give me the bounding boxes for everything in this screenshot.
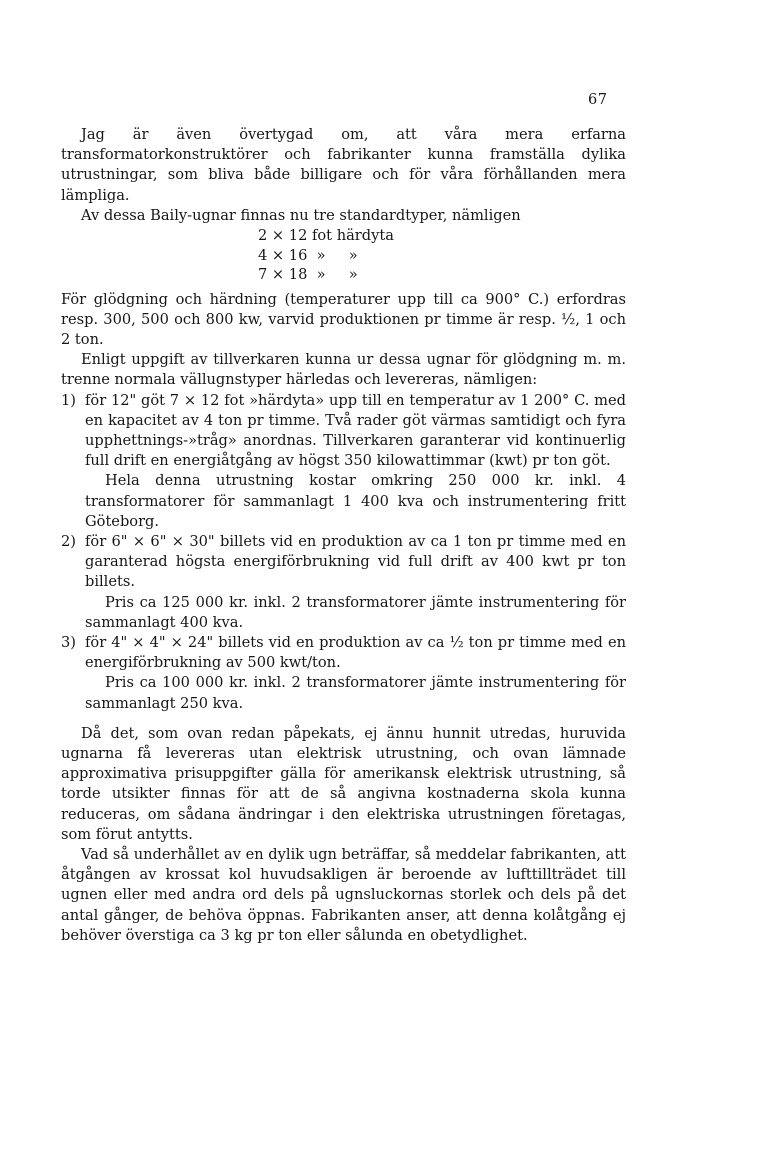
dimension-line: 4 × 16 » » [258,246,358,264]
paragraph-standard-types: Av dessa Baily-ugnar finnas nu tre standardtyper, nämligen [81,206,521,224]
list-item [61,532,626,633]
list-item-number: 1) [61,391,76,409]
paragraph-cost-reduction: Då det, som ovan redan påpekats, ej ännu hunnit utredas, huruvida ugnarna få levereras utan elektrisk utrustning, och ovan lämnade approximativa prisuppgifter gälla för amerikansk elektrisk utrustning, så torde utsikter finnas för att de så angivna kostnaderna skola kunna reduceras, om sådana ändringar i den elektriska utrustningen företagas, som förut antytts. [61,724,626,843]
paragraph-intro: Jag är även övertygad om, att våra mera erfarna transformatorkonstruktörer och fabrikanter kunna framställa dylika utrustningar, som bliva både billigare och för våra förhållanden mera lämpliga. [61,126,626,204]
dimension-line: 2 × 12 fot härdyta [258,227,394,245]
paragraph-annealing: För glödgning och härdning (temperaturer upp till ca 900° C.) erfordras resp. 300, 500 och 800 kw, varvid produktionen pr timme är resp. ½, 1 och 2 ton. [61,290,626,348]
list-item-price: Pris ca 125 000 kr. inkl. 2 transformatorer jämte instrumentering för sammanlagt 400 kva. [85,593,626,631]
list-item-number: 2) [61,532,76,550]
list-item-price: Pris ca 100 000 kr. inkl. 2 transformatorer jämte instrumentering för sammanlagt 250 kva. [85,674,626,712]
body-text [61,125,626,946]
paragraph-maintenance: Vad så underhållet av en dylik ugn beträffar, så meddelar fabrikanten, att åtgången av krossat kol huvudsakligen är beroende av lufttillträdet till ugnen eller med andra ord dels på ugnsluckornas storlek och dels på det antal gånger, de behöva öppnas. Fabrikanten anser, att denna kolåtgång ej behöver överstiga ca 3 kg pr ton eller sålunda en obetydlighet. [61,846,626,944]
paragraph-manufacturer-info: Enligt uppgift av tillverkaren kunna ur dessa ugnar för glödgning m. m. trenne normala vällugnstyper härledas och levereras, nämligen: [61,351,626,389]
list-item-price: Hela denna utrustning kostar omkring 250 000 kr. inkl. 4 transformatorer för sammanlagt 1 400 kva och instrumentering fritt Göteborg. [85,472,626,530]
list-item-text: för 6" × 6" × 30" billets vid en produktion av ca 1 ton pr timme med en garanterad högsta energiförbrukning vid full drift av 400 kwt pr ton billets. [85,532,626,591]
page-number: 67 [588,92,608,108]
dimensions-list [258,226,626,285]
list-item-text: för 12" göt 7 × 12 fot »härdyta» upp till en temperatur av 1 200° C. med en kapacitet av 4 ton pr timme. Två rader göt värmas samtidigt och fyra upphettnings-»tråg» anordnas. Tillverkaren garanterar vid kontinuerlig full drift en energiåtgång av högst 350 kilowattimmar (kwt) pr ton göt. [85,391,626,470]
list-item [61,391,626,532]
dimension-line: 7 × 18 » » [258,266,358,284]
list-item [61,633,626,714]
list-item-number: 3) [61,633,76,651]
list-item-text: för 4" × 4" × 24" billets vid en produktion av ca ½ ton pr timme med en energiförbrukning av 500 kwt/ton. [85,633,626,672]
